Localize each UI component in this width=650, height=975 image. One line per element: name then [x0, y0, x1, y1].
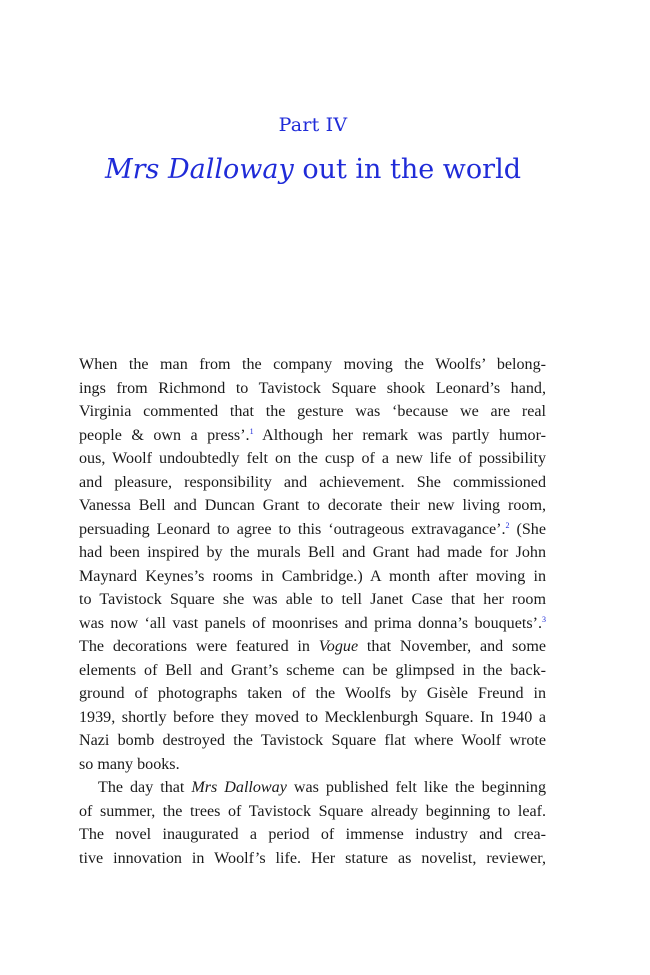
text-run: tive innovation in Woolf’s life. Her stature as novelist, reviewer, [79, 849, 546, 867]
text-line [79, 377, 546, 401]
text-run: was published felt like the beginning [286, 779, 547, 796]
text-run: and pleasure, responsibility and achievement. She commissioned [79, 473, 546, 491]
text-run: The day that [98, 779, 192, 796]
chapter-title [0, 154, 626, 185]
text-run: had been inspired by the murals Bell and Grant had made for John [79, 544, 546, 561]
footnote-ref: 2 [505, 520, 510, 530]
text-run: Maynard Keynes’s rooms in Cambridge.) A month after moving in [79, 567, 546, 585]
text-line [79, 565, 546, 589]
text-run: Although her remark was partly humor- [253, 426, 546, 444]
text-run: Virginia commented that the gesture was ‘because we are real [79, 403, 546, 420]
text-run: ground of photographs taken of the Woolfs by Gisèle Freund in [79, 685, 546, 702]
text-run: of summer, the trees of Tavistock Square already beginning to leaf. [79, 802, 546, 820]
text-line [79, 494, 546, 518]
text-line [79, 541, 546, 565]
text-run: elements of Bell and Grant’s scheme can be glimpsed in the back- [79, 661, 546, 679]
text-line [79, 447, 546, 471]
text-run: ous, Woolf undoubtedly felt on the cusp of a new life of possibility [79, 450, 546, 467]
text-line [79, 518, 546, 542]
text-line [79, 424, 546, 448]
chapter-title-italic: Mrs Dalloway [105, 154, 294, 185]
text-run: persuading Leonard to agree to this ‘outrageous extravagance’. [79, 520, 506, 538]
text-run: Nazi bomb destroyed the Tavistock Square flat where Woolf wrote [79, 732, 546, 749]
text-line [79, 353, 546, 377]
text-line [79, 659, 546, 683]
text-run: ings from Richmond to Tavistock Square shook Leonard’s hand, [79, 379, 546, 397]
body-text [79, 353, 546, 870]
footnote-ref: 3 [542, 614, 546, 624]
text-line [79, 471, 546, 495]
text-run: to Tavistock Square she was able to tell Janet Case that her room [79, 591, 546, 608]
text-run: (She [509, 520, 546, 538]
chapter-title-rest: out in the world [293, 154, 521, 185]
text-run: The decorations were featured in [79, 638, 319, 655]
text-line [79, 729, 546, 753]
italic-title: Mrs Dalloway [191, 779, 287, 796]
text-line [79, 753, 546, 777]
footnote-ref: 1 [249, 426, 254, 436]
text-line [79, 847, 546, 871]
part-label: Part IV [278, 114, 348, 136]
text-run: was now ‘all vast panels of moonrises and prima donna’s bouquets’. [79, 614, 542, 632]
text-run: Vanessa Bell and Duncan Grant to decorate their new living room, [79, 497, 546, 514]
text-run: people & own a press’. [79, 426, 250, 444]
text-run: that November, and some [358, 638, 546, 655]
paragraph-2 [79, 776, 546, 870]
text-run: 1939, shortly before they moved to Mecklenburgh Square. In 1940 a [79, 708, 546, 726]
text-line [79, 776, 546, 800]
text-line [79, 682, 546, 706]
text-line [79, 706, 546, 730]
paragraph-1 [79, 353, 546, 776]
text-line [79, 635, 546, 659]
italic-title: Vogue [318, 638, 359, 655]
text-line [79, 400, 546, 424]
text-run: When the man from the company moving the Woolfs’ belong- [79, 356, 546, 373]
text-line [79, 588, 546, 612]
text-line [79, 612, 546, 636]
text-run: The novel inaugurated a period of immense industry and crea- [79, 826, 546, 843]
text-run: so many books. [79, 755, 180, 773]
text-line [79, 800, 546, 824]
text-line [79, 823, 546, 847]
